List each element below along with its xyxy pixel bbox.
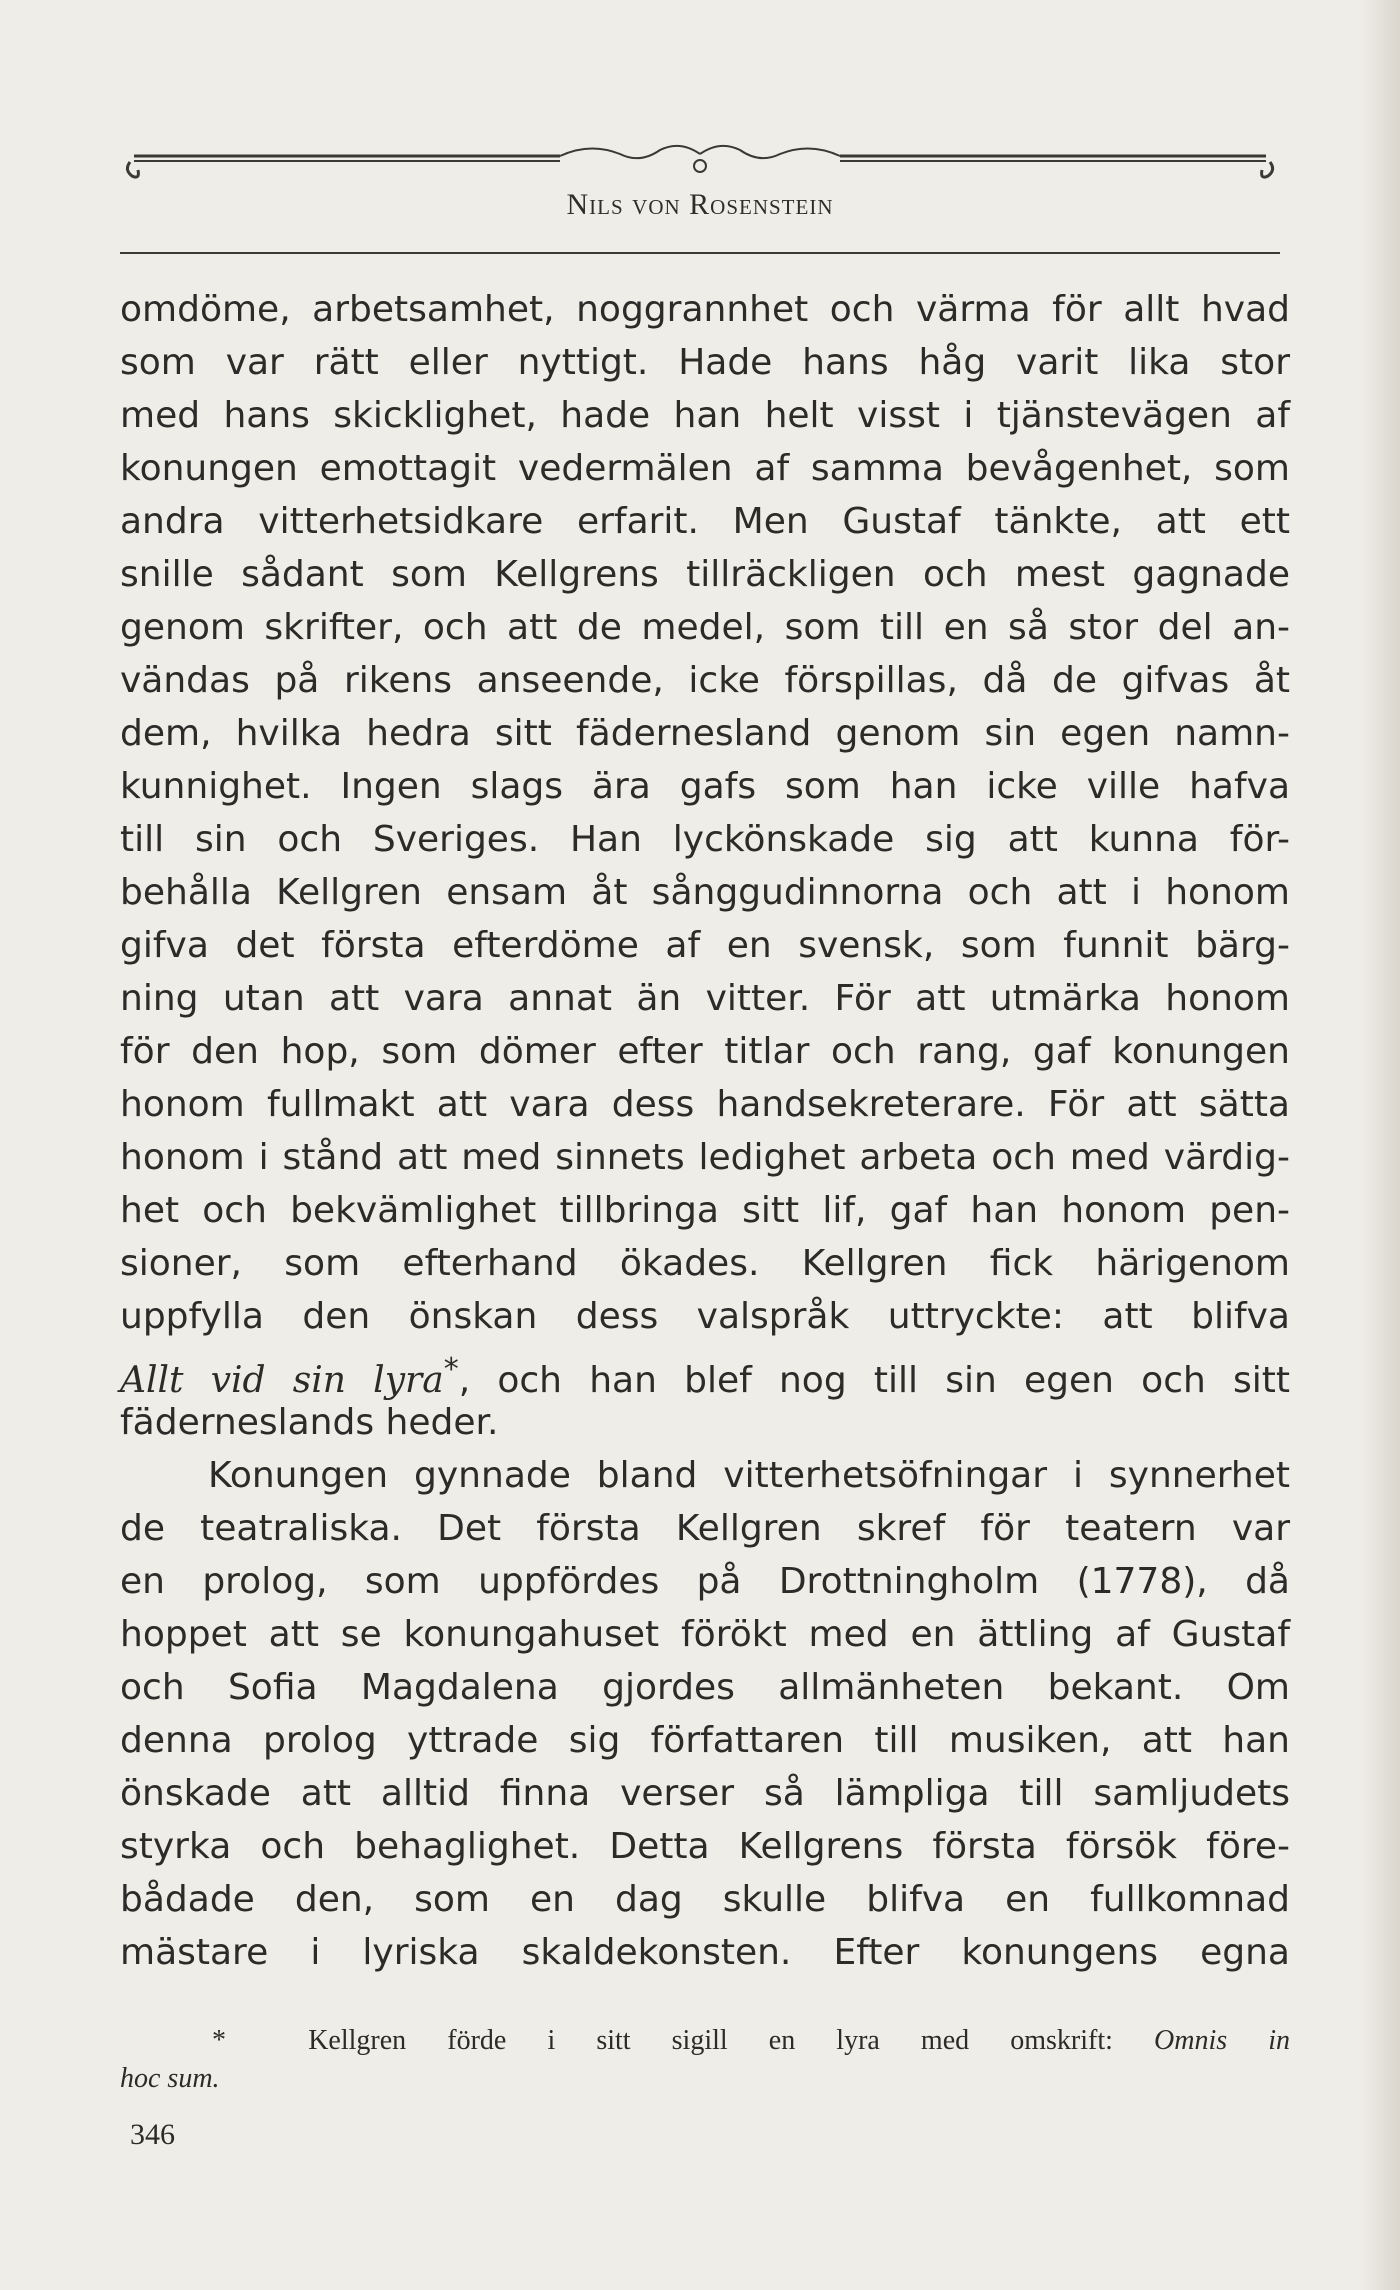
motto-line	[120, 1343, 1290, 1401]
text-line: gifva det första efterdöme af en svensk, som funnit bärg-	[120, 925, 1290, 966]
text-line: omdöme, arbetsamhet, noggrannhet och värma för allt hvad	[120, 289, 1290, 330]
text-line: för den hop, som dömer efter titlar och rang, gaf konungen	[120, 1031, 1290, 1072]
footnote-italic: Omnis in	[1154, 2025, 1291, 2056]
header-rule	[120, 252, 1280, 254]
footnote-mark: *	[212, 2025, 226, 2056]
motto-rest: , och han blef nog till sin egen och sitt	[458, 1360, 1290, 1401]
text-line: fäderneslands heder.	[120, 1402, 499, 1443]
text-line: styrka och behaglighet. Detta Kellgrens första försök före-	[120, 1826, 1290, 1867]
text-line: behålla Kellgren ensam åt sånggudinnorna och att i honom	[120, 872, 1290, 913]
text-line: sioner, som efterhand ökades. Kellgren fick härigenom	[120, 1243, 1290, 1284]
text-line: dem, hvilka hedra sitt fädernesland genom sin egen namn-	[120, 713, 1290, 754]
footnote-line	[120, 2060, 1290, 2098]
text-line: snille sådant som Kellgrens tillräckligen och mest gagnade	[120, 554, 1290, 595]
footnote-line	[120, 2022, 1290, 2060]
footnote-marker: *	[443, 1352, 459, 1387]
body-text	[120, 283, 1290, 1979]
text-line: bådade den, som en dag skulle blifva en fullkomnad	[120, 1879, 1290, 1920]
text-line: önskade att alltid finna verser så lämpliga till samljudets	[120, 1773, 1290, 1814]
motto-italic: Allt vid sin lyra	[120, 1360, 444, 1401]
text-line: uppfylla den önskan dess valspråk uttryckte: att blifva	[120, 1296, 1290, 1337]
text-line: genom skrifter, och att de medel, som till en så stor del an-	[120, 607, 1290, 648]
text-line: Konungen gynnade bland vitterhetsöfningar i synnerhet	[208, 1455, 1290, 1496]
text-line: hoppet att se konungahuset förökt med en ättling af Gustaf	[120, 1614, 1290, 1655]
text-line: och Sofia Magdalena gjordes allmänheten bekant. Om	[120, 1667, 1290, 1708]
text-line: honom fullmakt att vara dess handsekreterare. För att sätta	[120, 1084, 1290, 1125]
text-line: denna prolog yttrade sig författaren till musiken, att han	[120, 1720, 1290, 1761]
text-line: andra vitterhetsidkare erfarit. Men Gustaf tänkte, att ett	[120, 501, 1290, 542]
text-line: honom i stånd att med sinnets ledighet arbeta och med värdig-	[120, 1137, 1290, 1178]
text-line: som var rätt eller nyttigt. Hade hans håg varit lika stor	[120, 342, 1290, 383]
text-line: kunnighet. Ingen slags ära gafs som han icke ville hafva	[120, 766, 1290, 807]
page-edge-shadow	[1360, 0, 1400, 2290]
text-line: med hans skicklighet, hade han helt visst i tjänstevägen af	[120, 395, 1290, 436]
text-line: vändas på rikens anseende, icke förspillas, då de gifvas åt	[120, 660, 1290, 701]
text-line: konungen emottagit vedermälen af samma bevågenhet, som	[120, 448, 1290, 489]
text-line: het och bekvämlighet tillbringa sitt lif, gaf han honom pen-	[120, 1190, 1290, 1231]
text-line: mästare i lyriska skaldekonsten. Efter konungens egna	[120, 1932, 1290, 1973]
text-line: till sin och Sveriges. Han lyckönskade sig att kunna för-	[120, 819, 1290, 860]
text-line: en prolog, som uppfördes på Drottningholm (1778), då	[120, 1561, 1290, 1602]
footnote-italic: hoc sum.	[120, 2063, 220, 2094]
page-number: 346	[130, 2118, 175, 2151]
footnote-text: Kellgren förde i sitt sigill en lyra med omskrift:	[308, 2025, 1113, 2056]
text-line: ning utan att vara annat än vitter. För att utmärka honom	[120, 978, 1290, 1019]
running-head: Nils von Rosenstein	[566, 188, 834, 221]
text-line: de teatraliska. Det första Kellgren skref för teatern var	[120, 1508, 1290, 1549]
footnote	[120, 2022, 1290, 2098]
